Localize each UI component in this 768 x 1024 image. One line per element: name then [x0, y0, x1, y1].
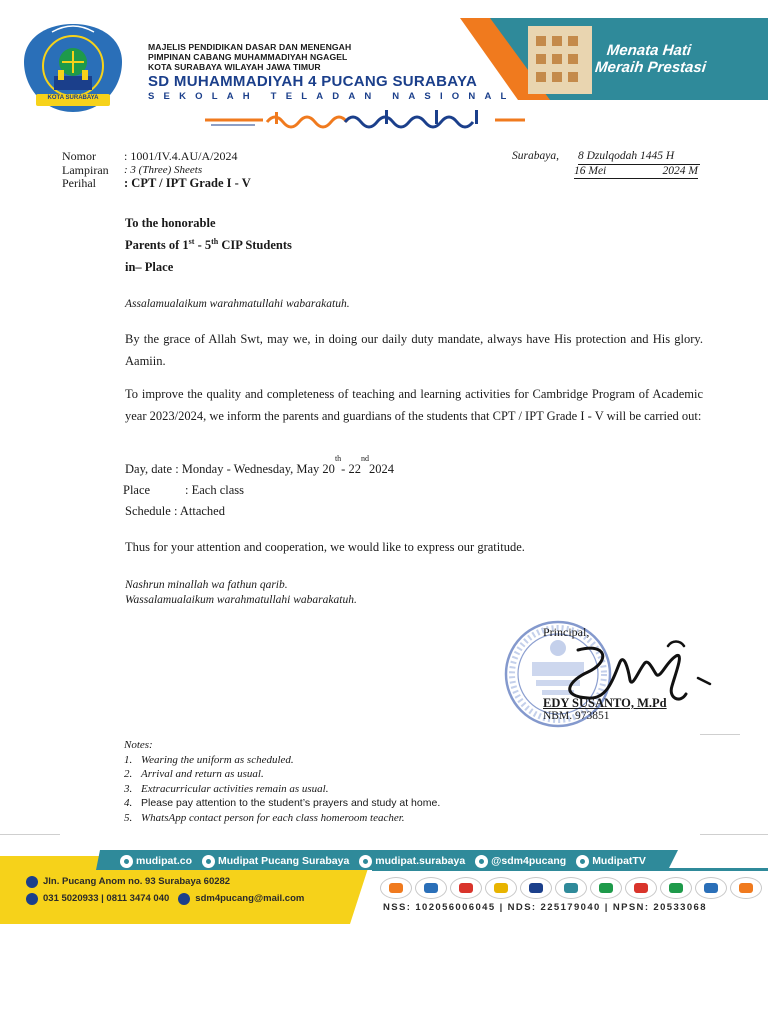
address-line	[125, 234, 292, 256]
social-youtube[interactable]	[576, 855, 646, 868]
recipient-address	[125, 212, 292, 278]
divider	[700, 834, 768, 835]
schedule-row-date	[125, 454, 394, 480]
meta-value: : CPT / IPT Grade I - V	[124, 176, 251, 190]
letter-date	[512, 150, 700, 179]
contact-address	[26, 873, 304, 890]
org-line: KOTA SURABAYA WILAYAH JAWA TIMUR	[148, 62, 321, 72]
closing-greeting	[125, 578, 357, 607]
accreditation-badge-icon	[625, 877, 657, 899]
bismillah-calligraphy-icon	[205, 108, 525, 132]
meta-label: Nomor	[62, 149, 96, 163]
school-identifiers: NSS: 102056006045 | NDS: 225179040 | NPSN: 20533068	[383, 902, 707, 913]
email-icon	[178, 893, 190, 905]
phone-icon	[26, 893, 38, 905]
date-gregorian	[574, 165, 698, 180]
meta-value: : 1001/IV.4.AU/A/2024	[124, 149, 238, 163]
note-number: 5.	[124, 811, 133, 824]
paragraph: To improve the quality and completeness of teaching and learning activities for Cambridge Program of Academic year 2023/2024, we inform the parents and guardians of the students that CPT / IPT Grade I - V will be carried out:	[125, 387, 703, 423]
slogan-line: Menata Hati	[606, 42, 692, 59]
schedule-label: Place	[123, 483, 151, 497]
meta-row-lampiran	[62, 164, 251, 178]
note-number: 3.	[124, 782, 133, 795]
accreditation-badge-icon	[485, 877, 517, 899]
accreditation-badge-icon	[555, 877, 587, 899]
divider	[700, 734, 740, 735]
letter-meta	[62, 150, 251, 191]
address-text: Parents of 1	[125, 238, 189, 252]
org-line: PIMPINAN CABANG MUHAMMADIYAH NGAGEL	[148, 52, 348, 62]
note-item	[124, 767, 440, 782]
signatory-name: EDY SUSANTO, M.Pd	[543, 696, 667, 710]
youtube-icon	[576, 855, 589, 868]
instagram-icon	[359, 855, 372, 868]
social-label: @sdm4pucang	[491, 855, 567, 867]
note-item	[124, 811, 440, 826]
schedule-text: Day, date : Monday - Wednesday, May 20	[125, 462, 335, 476]
note-item	[124, 796, 440, 811]
globe-icon	[120, 855, 133, 868]
location-pin-icon	[26, 876, 38, 888]
superscript: th	[211, 236, 219, 246]
superscript: st	[188, 236, 195, 246]
date-greg-year: 2024 M	[662, 164, 698, 177]
meta-row-perihal	[62, 177, 251, 191]
paragraph: Thus for your attention and cooperation, we would like to express our gratitude.	[125, 540, 525, 554]
notes-list	[124, 753, 440, 826]
address-line: To the honorable	[125, 216, 216, 230]
closing-line: Nashrun minallah wa fathun qarib.	[125, 579, 288, 591]
notes-title: Notes:	[124, 739, 153, 751]
accreditation-badge-icon	[520, 877, 552, 899]
notes	[124, 738, 440, 825]
social-instagram[interactable]	[359, 855, 465, 868]
facebook-icon	[202, 855, 215, 868]
org-line: MAJELIS PENDIDIKAN DASAR DAN MENENGAH	[148, 42, 352, 52]
date-city: Surabaya,	[512, 150, 559, 162]
social-twitter[interactable]	[475, 855, 566, 868]
accreditation-badge-icon	[695, 877, 727, 899]
schedule-details	[123, 454, 394, 522]
schedule-label: Schedule	[125, 504, 171, 518]
note-item	[124, 782, 440, 797]
date-row-gregorian	[512, 165, 700, 180]
address-text: CIP Students	[218, 238, 292, 252]
opening-greeting: Assalamualaikum warahmatullahi wabarakatuh.	[125, 298, 350, 310]
note-text: WhatsApp contact person for each class homeroom teacher.	[141, 811, 405, 824]
accreditation-badge-icon	[380, 877, 412, 899]
accreditation-badge-icon	[590, 877, 622, 899]
note-text: Wearing the uniform as scheduled.	[141, 753, 294, 766]
schedule-row-place	[123, 480, 394, 501]
schedule-row-schedule	[125, 501, 394, 522]
accreditation-badge-icon	[450, 877, 482, 899]
accreditation-badges	[380, 877, 762, 899]
divider	[0, 834, 60, 835]
closing-line: Wassalamualaikum warahmatullahi wabarakatuh.	[125, 593, 357, 606]
contact-text: 031 5020933 | 0811 3474 040	[43, 893, 170, 904]
accreditation-badge-icon	[660, 877, 692, 899]
schedule-text: - 22	[341, 462, 361, 476]
meta-label: Perihal	[62, 176, 96, 190]
note-item	[124, 753, 440, 768]
slogan-line: Meraih Prestasi	[594, 59, 707, 76]
address-line: in– Place	[125, 260, 174, 274]
date-row-hijri	[512, 150, 700, 165]
social-label: mudipat.co	[136, 855, 193, 867]
address-text: - 5	[194, 238, 212, 252]
note-number: 1.	[124, 753, 133, 766]
school-motto: SEKOLAH TELADAN NASIONAL	[148, 91, 516, 102]
meta-value: : 3 (Three) Sheets	[124, 163, 203, 176]
note-number: 2.	[124, 768, 133, 780]
slogan-text	[594, 42, 708, 76]
twitter-icon	[475, 855, 488, 868]
social-bar	[100, 852, 678, 870]
letterhead	[0, 0, 768, 140]
social-label: Mudipat Pucang Surabaya	[218, 855, 350, 867]
schedule-text: 2024	[368, 462, 394, 476]
note-text: Arrival and return as usual.	[141, 768, 264, 780]
contact-text: sdm4pucang@mail.com	[195, 893, 305, 904]
contact-text: Jln. Pucang Anom no. 93 Surabaya 60282	[43, 876, 231, 887]
signature-title: Principal,	[543, 625, 590, 639]
social-website[interactable]	[120, 855, 192, 868]
social-label: mudipat.surabaya	[375, 855, 466, 867]
meta-row-nomor	[62, 150, 251, 164]
meta-label: Lampiran	[62, 162, 109, 177]
contact-phone	[26, 890, 304, 907]
accreditation-badge-icon	[415, 877, 447, 899]
schedule-value: : Each class	[185, 483, 245, 497]
note-text: Please pay attention to the student’s prayers and study at home.	[141, 797, 441, 809]
accreditation-badge-icon	[730, 877, 762, 899]
social-label: MudipatTV	[592, 855, 646, 867]
note-text: Extracurricular activities remain as usual.	[141, 782, 329, 795]
paragraph: By the grace of Allah Swt, may we, in doing our daily duty mandate, always have His protection and His glory. Aamiin.	[125, 332, 703, 368]
logo-ribbon-text: KOTA SURABAYA	[47, 95, 99, 101]
date-greg-day: 16 Mei	[574, 164, 607, 177]
superscript: nd	[360, 454, 369, 463]
schedule-value: : Attached	[170, 504, 225, 518]
social-facebook[interactable]	[202, 855, 349, 868]
contact-info	[26, 873, 304, 907]
signatory-nbm: NBM. 973851	[543, 710, 610, 722]
school-name: SD MUHAMMADIYAH 4 PUCANG SURABAYA	[148, 73, 478, 90]
superscript: th	[334, 454, 342, 463]
note-number: 4.	[124, 797, 133, 809]
date-hijri: 8 Dzulqodah 1445 H	[578, 150, 700, 165]
